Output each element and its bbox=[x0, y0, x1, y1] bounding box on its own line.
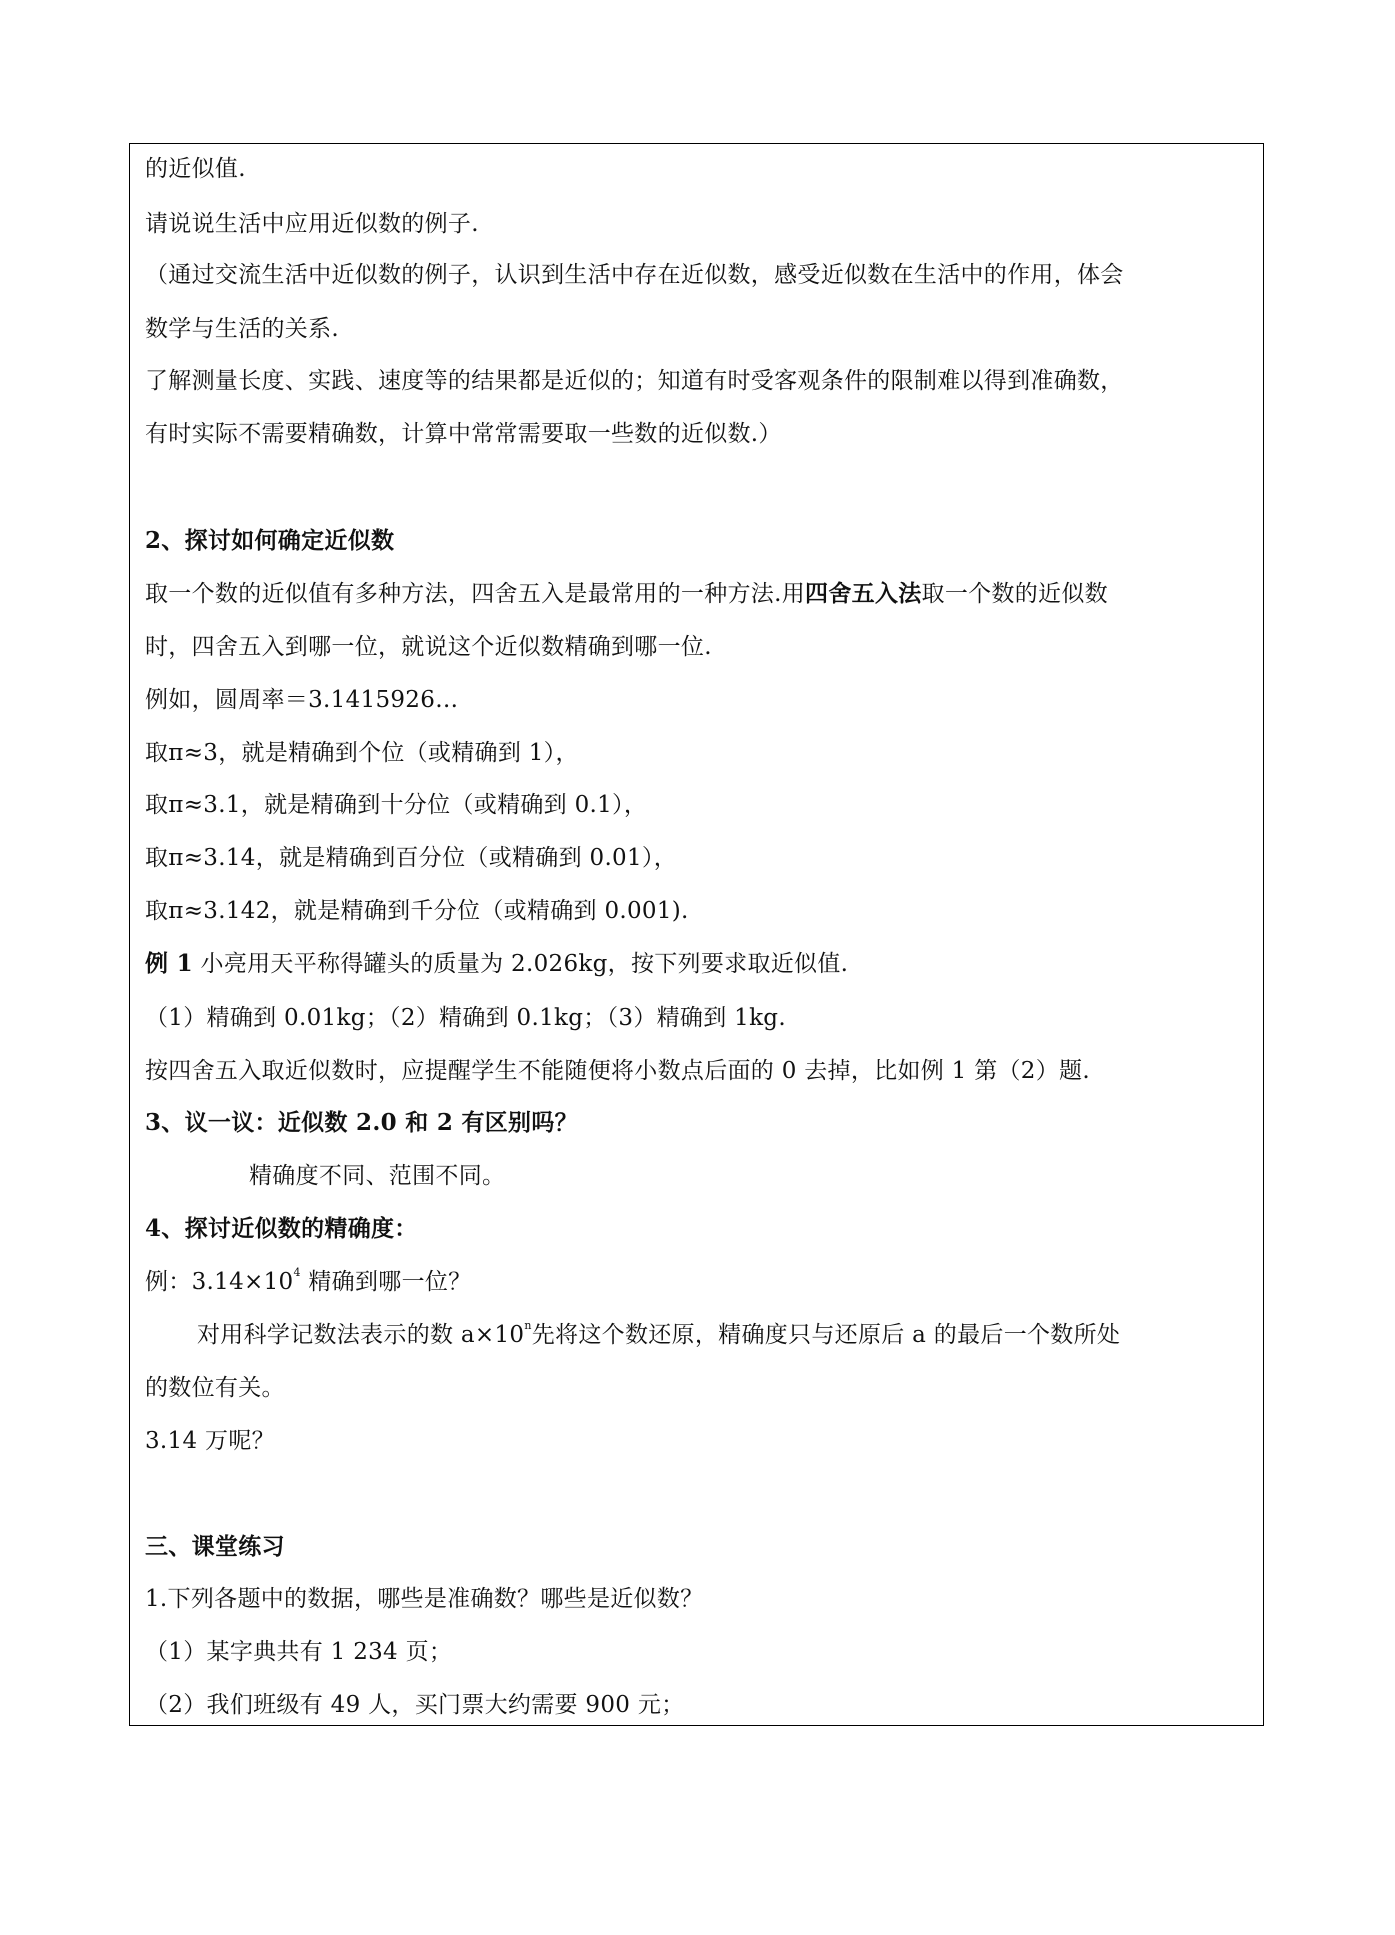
text-span: 对用科学记数法表示的数 a×10 bbox=[197, 1322, 525, 1348]
text-span: 例：3.14×10 bbox=[145, 1269, 294, 1295]
text-line: 3.14 万呢？ bbox=[145, 1428, 275, 1454]
section-heading: 三、课堂练习 bbox=[145, 1533, 285, 1560]
text-line: （1）某字典共有 1 234 页； bbox=[145, 1639, 453, 1665]
text-span: 取一个数的近似值有多种方法，四舍五入是最常用的一种方法.用 bbox=[145, 581, 806, 607]
text-line: 数学与生活的关系. bbox=[145, 316, 340, 342]
text-line bbox=[145, 949, 848, 979]
text-span: 小亮用天平称得罐头的质量为 2.026kg，按下列要求取近似值. bbox=[192, 951, 849, 977]
text-line bbox=[145, 579, 1108, 609]
text-line: 1.下列各题中的数据，哪些是准确数？哪些是近似数？ bbox=[145, 1586, 704, 1612]
text-line: （2）我们班级有 49 人，买门票大约需要 900 元； bbox=[145, 1692, 685, 1718]
text-line: 有时实际不需要精确数，计算中常常需要取一些数的近似数.） bbox=[145, 421, 782, 447]
text-line bbox=[145, 1267, 471, 1297]
text-line bbox=[197, 1320, 1120, 1350]
text-span: 精确到哪一位？ bbox=[300, 1269, 472, 1295]
text-span: 取一个数的近似数 bbox=[921, 581, 1108, 607]
section-heading: 4、探讨近似数的精确度： bbox=[145, 1215, 418, 1242]
text-line: 取π≈3，就是精确到个位（或精确到 1）， bbox=[145, 740, 579, 766]
text-line: 取π≈3.142，就是精确到千分位（或精确到 0.001). bbox=[145, 898, 689, 924]
emphasis-term: 四舍五入法 bbox=[805, 580, 922, 607]
example-label: 例 1 bbox=[145, 950, 193, 977]
text-line: 的近似值. bbox=[145, 156, 246, 182]
text-line: 了解测量长度、实践、速度等的结果都是近似的；知道有时受客观条件的限制难以得到准确数， bbox=[145, 368, 1124, 394]
text-line: 例如，圆周率＝3.1415926… bbox=[145, 687, 459, 713]
section-heading: 2、探讨如何确定近似数 bbox=[145, 527, 395, 554]
text-line: 按四舍五入取近似数时，应提醒学生不能随便将小数点后面的 0 去掉，比如例 1 第（2）题. bbox=[145, 1058, 1090, 1084]
text-line: 的数位有关。 bbox=[145, 1375, 285, 1401]
text-line: 取π≈3.1，就是精确到十分位（或精确到 0.1）， bbox=[145, 792, 648, 818]
text-line: 精确度不同、范围不同。 bbox=[249, 1163, 506, 1189]
text-line: 取π≈3.14，就是精确到百分位（或精确到 0.01）， bbox=[145, 845, 678, 871]
superscript: n bbox=[524, 1319, 532, 1332]
section-heading: 3、议一议：近似数 2.0 和 2 有区别吗？ bbox=[145, 1109, 578, 1136]
text-line: 请说说生活中应用近似数的例子. bbox=[145, 211, 479, 237]
text-line: （1）精确到 0.01kg；（2）精确到 0.1kg；（3）精确到 1kg. bbox=[145, 1005, 786, 1031]
superscript: 4 bbox=[293, 1266, 301, 1279]
text-span: 先将这个数还原，精确度只与还原后 a 的最后一个数所处 bbox=[531, 1322, 1121, 1348]
text-line: 时，四舍五入到哪一位，就说这个近似数精确到哪一位. bbox=[145, 634, 712, 660]
text-line: （通过交流生活中近似数的例子，认识到生活中存在近似数，感受近似数在生活中的作用，体会 bbox=[145, 262, 1124, 288]
